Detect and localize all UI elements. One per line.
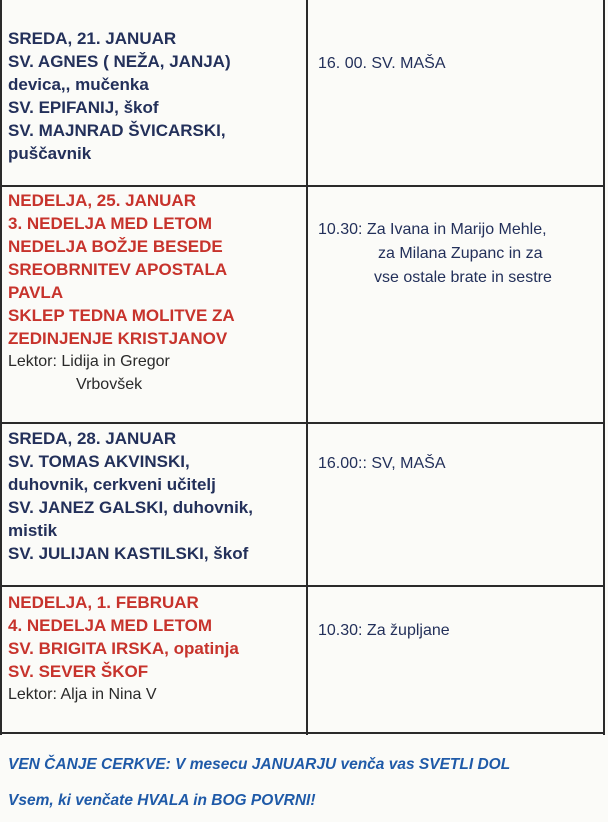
row-divider (0, 185, 604, 187)
entry-line: SREDA, 21. JANUAR (8, 29, 177, 48)
row-divider (0, 585, 604, 587)
entry-line: devica,, mučenka (8, 75, 149, 94)
entry-mass-info (318, 218, 602, 290)
entry-line: SV. JANEZ GALSKI, duhovnik, (8, 498, 253, 517)
entry-line: SV. BRIGITA IRSKA, opatinja (8, 639, 239, 658)
mass-line: 16. 00. SV. MAŠA (318, 55, 446, 72)
mass-line: vse ostale brate in sestre (374, 269, 552, 286)
row-divider (0, 422, 604, 424)
entry-line: PAVLA (8, 283, 64, 302)
thank-you-note: Vsem, ki venčate HVALA in BOG POVRNI! (8, 792, 316, 809)
entry-line: duhovnik, cerkveni učitelj (8, 475, 216, 494)
entry-line: NEDELJA, 1. FEBRUAR (8, 593, 199, 612)
lector-line: Lektor: Lidija in Gregor (8, 353, 170, 370)
mass-line: za Milana Zupanc in za (378, 245, 543, 262)
lector-line: Vrbovšek (76, 376, 143, 393)
entry-line: NEDELJA BOŽJE BESEDE (8, 237, 223, 256)
entry-line: SV. JULIJAN KASTILSKI, škof (8, 544, 249, 563)
table-column-divider (306, 0, 308, 735)
entry-line: SV. SEVER ŠKOF (8, 662, 149, 681)
entry-day-info (8, 427, 304, 565)
mass-line: 10.30: Za Ivana in Marijo Mehle, (318, 221, 547, 238)
mass-line: 10.30: Za župljane (318, 622, 450, 639)
row-divider (0, 732, 604, 734)
entry-line: SV. EPIFANIJ, škof (8, 98, 159, 117)
entry-line: ZEDINJENJE KRISTJANOV (8, 329, 228, 348)
entry-day-info (8, 27, 304, 165)
entry-line: puščavnik (8, 144, 92, 163)
entry-line: SV. AGNES ( NEŽA, JANJA) (8, 52, 231, 71)
entry-day-info (8, 591, 304, 706)
wreath-notice: VEN ČANJE CERKVE: V mesecu JANUARJU venča vas SVETLI DOL (8, 756, 511, 773)
entry-line: NEDELJA, 25. JANUAR (8, 191, 196, 210)
entry-mass-info (318, 452, 602, 476)
table-right-border (603, 0, 605, 735)
entry-line: SREDA, 28. JANUAR (8, 429, 177, 448)
entry-line: mistik (8, 521, 58, 540)
entry-line: 3. NEDELJA MED LETOM (8, 214, 213, 233)
lector-line: Lektor: Alja in Nina V (8, 686, 157, 703)
table-left-border (0, 0, 2, 735)
entry-day-info (8, 189, 304, 396)
entry-line: SREOBRNITEV APOSTALA (8, 260, 228, 279)
entry-line: 4. NEDELJA MED LETOM (8, 616, 213, 635)
entry-line: SV. TOMAS AKVINSKI, (8, 452, 190, 471)
entry-line: SV. MAJNRAD ŠVICARSKI, (8, 121, 226, 140)
mass-line: 16.00:: SV, MAŠA (318, 455, 446, 472)
entry-mass-info (318, 52, 602, 76)
entry-line: SKLEP TEDNA MOLITVE ZA (8, 306, 235, 325)
entry-mass-info (318, 619, 602, 643)
